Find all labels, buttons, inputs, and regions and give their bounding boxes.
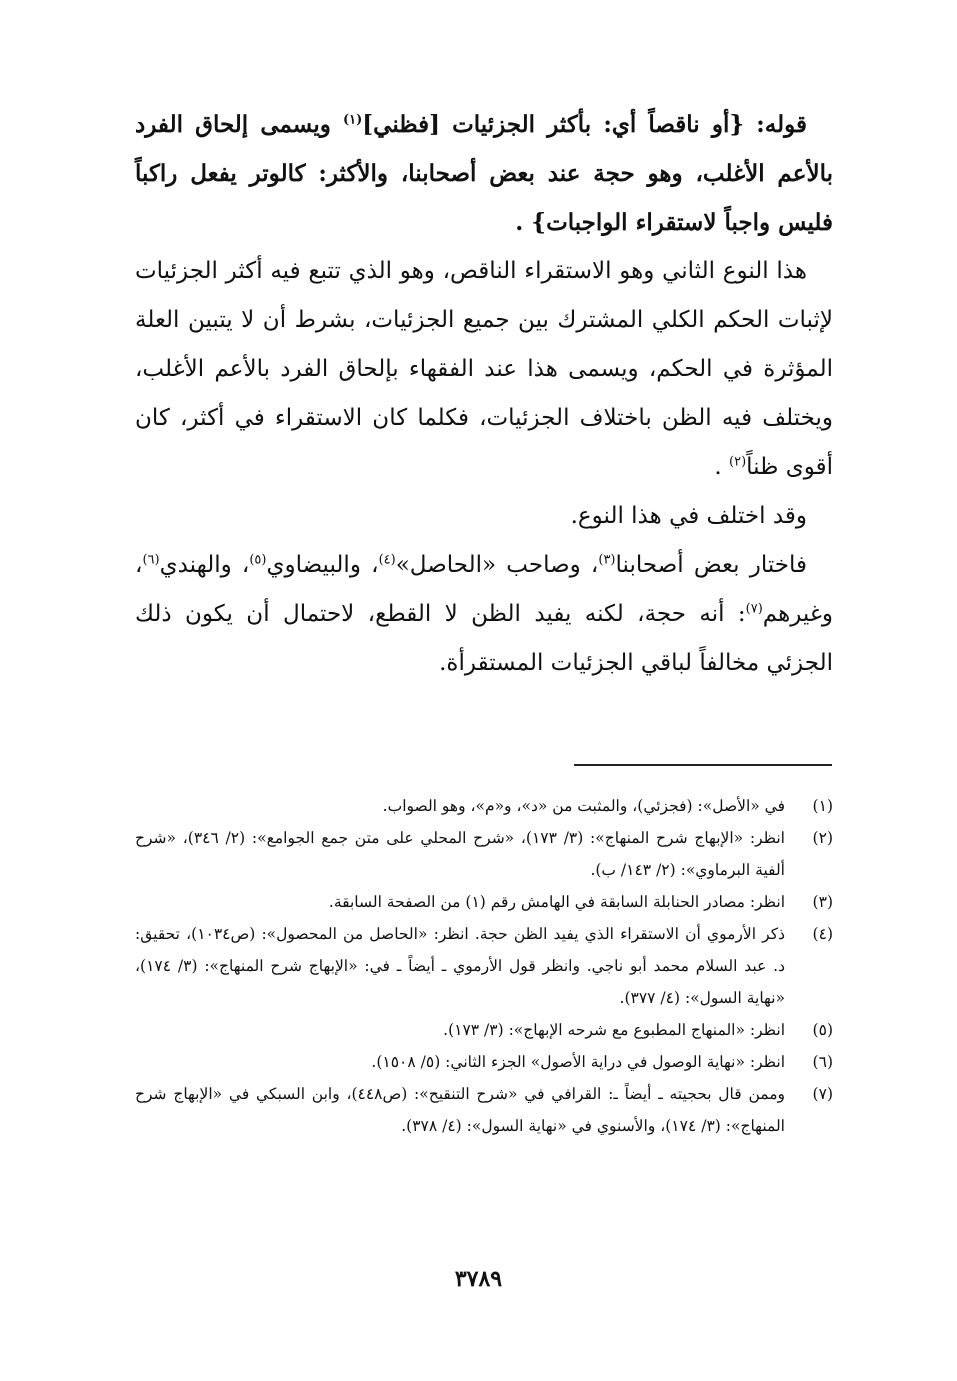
paragraph-disagreement: وقد اختلف في هذا النوع. <box>570 503 807 529</box>
main-text <box>135 100 833 688</box>
footnotes-section <box>135 790 833 1142</box>
footnote-ref-2[interactable]: (٢) <box>729 454 747 470</box>
paragraph-scholars-opinion <box>135 541 833 688</box>
footnote-text: وممن قال بحجيته ـ أيضاً ـ: القرافي في «شرح التنقيح»: (ص٤٤٨)، وابن السبكي في «الإبهاج شرح المنهاج»: (٣/ ١٧٤)، والأسنوي في «نهاية السول»: (٤/ ٣٧٨). <box>135 1085 785 1135</box>
paragraph-3-part-1: فاختار بعض أصحابنا <box>615 552 807 578</box>
quoted-passage <box>135 100 833 247</box>
footnote-item <box>135 886 833 918</box>
footnote-ref-6[interactable]: (٦) <box>142 552 160 568</box>
paragraph-3-part-4: ، والهندي <box>159 552 250 578</box>
footnote-text: ذكر الأرموي أن الاستقراء الذي يفيد الظن حجة. انظر: «الحاصل من المحصول»: (ص١٠٣٤)، تحقيق: د. عبد السلام محمد أبو ناجي. وانظر قول الأرموي ـ أيضاً ـ في: «الإبهاج شرح المنهاج»: (٣/ ١٧٤)، «نهاية السول»: (٤/ ٣٧٧). <box>135 925 785 1007</box>
footnote-ref-5[interactable]: (٥) <box>249 552 267 568</box>
footnote-text: في «الأصل»: (فجزئي)، والمثبت من «د»، و«م»، وهو الصواب. <box>382 797 785 815</box>
footnote-ref-3[interactable]: (٣) <box>598 552 616 568</box>
footnote-number: (٧) <box>812 1085 833 1103</box>
footnote-text: انظر: «نهاية الوصول في دراية الأصول» الجزء الثاني: (٥/ ١٥٠٨). <box>371 1053 785 1071</box>
page-number: ٣٧٨٩ <box>454 1266 503 1292</box>
footnote-text: انظر: مصادر الحنابلة السابقة في الهامش رقم (١) من الصفحة السابقة. <box>328 893 785 911</box>
footnote-number: (٦) <box>812 1053 833 1071</box>
footnote-item <box>135 1014 833 1046</box>
footnote-item <box>135 918 833 1014</box>
paragraph-3-part-3: ، والبيضاوي <box>266 552 379 578</box>
paragraph-1-end: . <box>714 454 730 480</box>
footnote-number: (٢) <box>812 829 833 847</box>
footnote-number: (٣) <box>812 893 833 911</box>
footnote-item <box>135 822 833 886</box>
paragraph-incomplete-induction <box>135 247 833 492</box>
paragraph-1-text: هذا النوع الثاني وهو الاستقراء الناقص، وهو الذي تتبع فيه أكثر الجزئيات لإثبات الحكم الكلي المشترك بين جميع الجزئيات، بشرط أن لا يتبين العلة المؤثرة في الحكم، ويسمى هذا عند الفقهاء بإلحاق الفرد بالأعم الأغلب، ويختلف فيه الظن باختلاف الجزئيات، فكلما كان الاستقراء في أكثر، كان أقوى ظناً <box>135 258 833 480</box>
quote-text-start: قوله: {أو ناقصاً أي: بأكثر الجزئيات [فظني] <box>362 111 807 138</box>
footnote-text: انظر: «المنهاج المطبوع مع شرحه الإبهاج»: (٣/ ١٧٣). <box>443 1021 785 1039</box>
footnote-divider <box>574 764 832 766</box>
paragraph-3-part-6: : أنه حجة، لكنه يفيد الظن لا القطع، لاحتمال أن يكون ذلك الجزئي مخالفاً لباقي الجزئيات المستقرأة. <box>135 601 833 676</box>
quote-text-end: ويسمى إلحاق الفرد بالأعم الأغلب، وهو حجة عند بعض أصحابنا، والأكثر: كالوتر يفعل راكباً فليس واجباً لاستقراء الواجبات} . <box>135 111 833 236</box>
footnote-text: انظر: «الإبهاج شرح المنهاج»: (٣/ ١٧٣)، «شرح المحلي على متن جمع الجوامع»: (٢/ ٣٤٦)، «شرح ألفية البرماوي»: (٢/ ١٤٣/ ب). <box>135 829 785 879</box>
footnote-ref-7[interactable]: (٧) <box>745 601 763 617</box>
footnote-ref-4[interactable]: (٤) <box>378 552 396 568</box>
paragraph-3-part-5: ، وغيرهم <box>135 552 833 627</box>
footnote-item <box>135 790 833 822</box>
paragraph-3-part-2: ، وصاحب «الحاصل» <box>395 552 599 578</box>
footnote-item <box>135 1046 833 1078</box>
footnote-item <box>135 1078 833 1142</box>
footnote-number: (٥) <box>812 1021 833 1039</box>
footnote-number: (٤) <box>812 925 833 943</box>
footnote-number: (١) <box>812 797 833 815</box>
footnote-ref-1[interactable]: (١) <box>342 112 363 128</box>
